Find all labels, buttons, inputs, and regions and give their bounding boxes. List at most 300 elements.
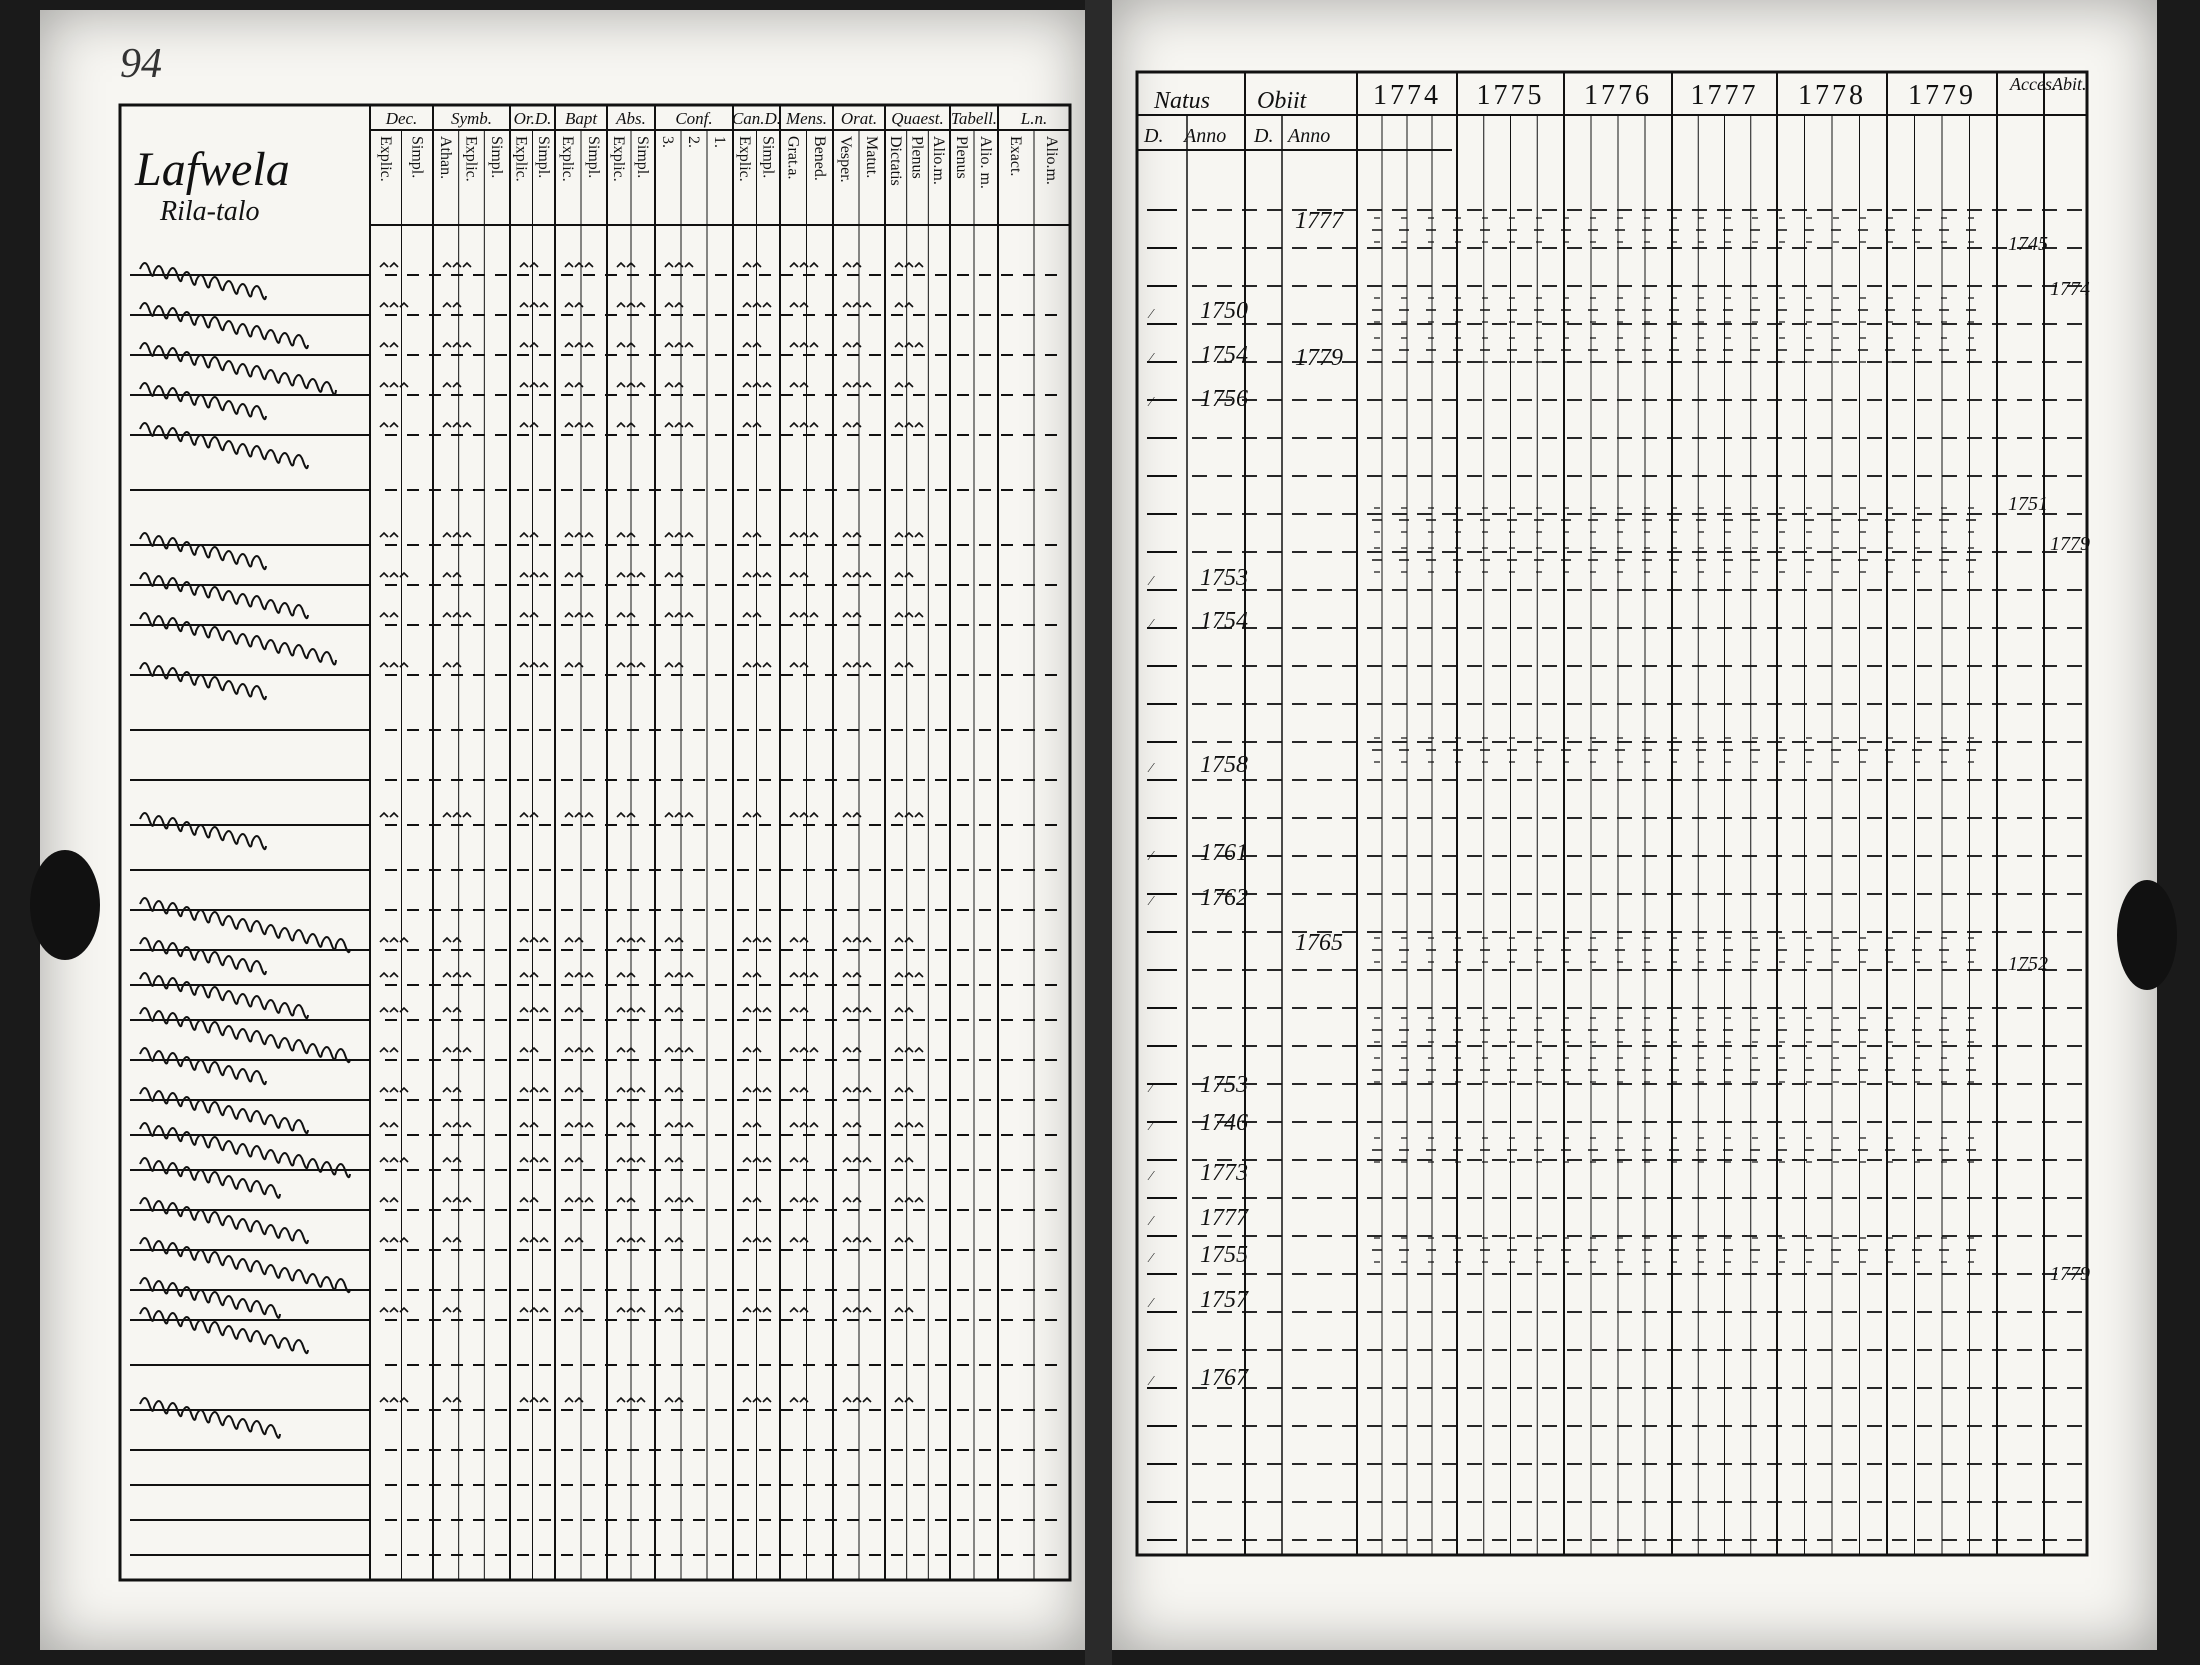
- handwritten-name: [140, 533, 266, 569]
- tick-mark: [443, 263, 451, 267]
- tick-mark: [585, 533, 593, 537]
- tick-mark: [675, 423, 683, 427]
- tick-mark: [790, 1088, 798, 1092]
- tick-mark: [743, 1048, 751, 1052]
- tick-mark: [565, 1158, 573, 1162]
- tick-mark: [390, 1123, 398, 1127]
- column-header-3: Or.D.: [513, 109, 552, 128]
- tick-mark: [863, 1238, 871, 1242]
- birth-year: 1753: [1200, 1072, 1248, 1098]
- tick-mark: [790, 1008, 798, 1012]
- tick-mark: [617, 1048, 625, 1052]
- column-subheader: Bened.: [810, 136, 828, 181]
- tick-mark: [575, 1048, 583, 1052]
- handwritten-name: [140, 973, 308, 1018]
- tick-mark: [453, 1123, 461, 1127]
- tick-mark: [743, 343, 751, 347]
- tick-mark: [520, 303, 528, 307]
- tick-mark: [565, 1048, 573, 1052]
- tick-mark: [675, 663, 683, 667]
- tick-mark: [443, 1088, 451, 1092]
- birth-day-fraction: ⁄: [1150, 849, 1153, 864]
- handwritten-name: [140, 663, 266, 699]
- tick-mark: [443, 1048, 451, 1052]
- tick-mark: [863, 303, 871, 307]
- tick-mark: [617, 1198, 625, 1202]
- tick-mark: [743, 1238, 751, 1242]
- tick-mark: [575, 1123, 583, 1127]
- tick-mark: [617, 613, 625, 617]
- departure-year: 1779: [2050, 533, 2090, 555]
- birth-day-fraction: ⁄: [1150, 307, 1153, 322]
- tick-mark: [565, 663, 573, 667]
- tick-mark: [530, 263, 538, 267]
- birth-day-fraction: ⁄: [1150, 894, 1153, 909]
- right-page: [1112, 0, 2157, 1650]
- tick-mark: [617, 1088, 625, 1092]
- tick-mark: [810, 1198, 818, 1202]
- tick-mark: [637, 938, 645, 942]
- tick-mark: [665, 613, 673, 617]
- tick-mark: [380, 1238, 388, 1242]
- tick-mark: [665, 813, 673, 817]
- tick-mark: [443, 383, 451, 387]
- tick-mark: [443, 423, 451, 427]
- column-subheader: Simpl.: [534, 136, 552, 179]
- tick-mark: [530, 1048, 538, 1052]
- tick-mark: [565, 423, 573, 427]
- tick-mark: [843, 1158, 851, 1162]
- tick-mark: [675, 1048, 683, 1052]
- tick-mark: [520, 573, 528, 577]
- column-subheader: 2.: [685, 136, 702, 148]
- catechism-marks: [380, 263, 923, 1402]
- tick-mark: [763, 1088, 771, 1092]
- tick-mark: [443, 533, 451, 537]
- tick-mark: [520, 1198, 528, 1202]
- tick-mark: [617, 533, 625, 537]
- tick-mark: [843, 938, 851, 942]
- tick-mark: [853, 1088, 861, 1092]
- tick-mark: [763, 1008, 771, 1012]
- tick-mark: [530, 1088, 538, 1092]
- tick-mark: [665, 938, 673, 942]
- tick-mark: [743, 533, 751, 537]
- tick-mark: [390, 1158, 398, 1162]
- tick-mark: [575, 1398, 583, 1402]
- tick-mark: [895, 1048, 903, 1052]
- column-subheader: Simpl.: [488, 136, 506, 179]
- tick-mark: [453, 1088, 461, 1092]
- tick-mark: [685, 973, 693, 977]
- tick-mark: [685, 613, 693, 617]
- year-header-6: 1779: [1908, 80, 1976, 111]
- death-year-entries: [1295, 208, 1344, 956]
- tick-mark: [675, 383, 683, 387]
- tick-mark: [675, 533, 683, 537]
- tick-mark: [895, 303, 903, 307]
- tick-mark: [530, 1398, 538, 1402]
- tick-mark: [585, 813, 593, 817]
- tick-mark: [743, 613, 751, 617]
- tick-mark: [810, 613, 818, 617]
- tick-mark: [665, 303, 673, 307]
- tick-mark: [843, 303, 851, 307]
- tick-mark: [575, 813, 583, 817]
- tick-mark: [380, 1088, 388, 1092]
- tick-mark: [530, 1123, 538, 1127]
- birth-year: 1750: [1200, 298, 1248, 324]
- column-subheader: Simpl.: [408, 136, 426, 179]
- tick-mark: [617, 383, 625, 387]
- departure-year: 1779: [2050, 1263, 2090, 1285]
- tick-mark: [575, 1088, 583, 1092]
- tick-mark: [863, 1158, 871, 1162]
- tick-mark: [665, 343, 673, 347]
- birth-day-fraction: ⁄: [1150, 1081, 1153, 1096]
- tick-mark: [685, 1198, 693, 1202]
- tick-mark: [810, 263, 818, 267]
- tick-mark: [565, 343, 573, 347]
- tick-mark: [763, 1398, 771, 1402]
- year-header-1: 1774: [1373, 80, 1441, 111]
- tick-mark: [540, 1158, 548, 1162]
- tick-mark: [390, 1238, 398, 1242]
- handwritten-name: [140, 813, 266, 849]
- tick-mark: [790, 663, 798, 667]
- tick-mark: [853, 1238, 861, 1242]
- tick-mark: [790, 1398, 798, 1402]
- tick-mark: [853, 263, 861, 267]
- tick-mark: [790, 1123, 798, 1127]
- tick-mark: [540, 383, 548, 387]
- tick-mark: [380, 813, 388, 817]
- tick-mark: [565, 1398, 573, 1402]
- tick-mark: [790, 938, 798, 942]
- tick-mark: [520, 613, 528, 617]
- tick-mark: [520, 1088, 528, 1092]
- tick-mark: [540, 1238, 548, 1242]
- tick-mark: [380, 1158, 388, 1162]
- tick-mark: [685, 263, 693, 267]
- tick-mark: [843, 1238, 851, 1242]
- tick-mark: [463, 533, 471, 537]
- tick-mark: [453, 813, 461, 817]
- tick-mark: [540, 1088, 548, 1092]
- tick-mark: [390, 423, 398, 427]
- obiit-header: Obiit: [1257, 88, 1307, 114]
- right-table-frame: [1137, 72, 2087, 1555]
- tick-mark: [853, 1198, 861, 1202]
- tick-mark: [380, 1123, 388, 1127]
- tick-mark: [895, 663, 903, 667]
- tick-mark: [853, 303, 861, 307]
- tick-mark: [380, 613, 388, 617]
- tick-mark: [675, 263, 683, 267]
- tick-mark: [853, 973, 861, 977]
- birth-day-fraction: ⁄: [1150, 1169, 1153, 1184]
- birth-year: 1756: [1200, 386, 1248, 412]
- tick-mark: [380, 263, 388, 267]
- tick-mark: [915, 1198, 923, 1202]
- tick-mark: [843, 573, 851, 577]
- accession-year: 1751: [2008, 493, 2048, 515]
- column-subheader: Explic.: [376, 136, 394, 182]
- birth-day-fraction: ⁄: [1150, 1214, 1153, 1229]
- birth-year: 1754: [1200, 608, 1248, 634]
- tick-mark: [380, 423, 388, 427]
- handwritten-name: [140, 1158, 280, 1198]
- tick-mark: [675, 1398, 683, 1402]
- column-subheader: Grat.a.: [784, 136, 802, 180]
- tick-mark: [575, 1308, 583, 1312]
- tick-mark: [520, 663, 528, 667]
- tick-mark: [565, 573, 573, 577]
- tick-mark: [675, 1008, 683, 1012]
- tick-mark: [685, 1048, 693, 1052]
- tick-mark: [743, 663, 751, 667]
- tick-mark: [453, 303, 461, 307]
- death-year: 1765: [1295, 930, 1343, 956]
- tick-mark: [463, 613, 471, 617]
- tick-mark: [540, 663, 548, 667]
- column-subheader: Explic.: [735, 136, 753, 182]
- tick-mark: [915, 973, 923, 977]
- tick-mark: [895, 1398, 903, 1402]
- tick-mark: [810, 1048, 818, 1052]
- tick-mark: [895, 1123, 903, 1127]
- year-header-5: 1778: [1798, 80, 1866, 111]
- tick-mark: [853, 343, 861, 347]
- handwritten-name: [140, 573, 308, 618]
- tick-mark: [895, 973, 903, 977]
- handwritten-name: [140, 1398, 280, 1438]
- abiit-header: Abit.: [2052, 74, 2087, 94]
- tick-mark: [530, 573, 538, 577]
- tick-mark: [853, 1008, 861, 1012]
- tick-mark: [863, 1398, 871, 1402]
- tick-mark: [453, 1198, 461, 1202]
- tick-mark: [843, 383, 851, 387]
- tick-mark: [565, 303, 573, 307]
- tick-mark: [863, 1008, 871, 1012]
- accession-entries: [2008, 233, 2048, 975]
- tick-mark: [453, 973, 461, 977]
- tick-mark: [575, 973, 583, 977]
- tick-mark: [575, 533, 583, 537]
- tick-mark: [790, 1308, 798, 1312]
- tick-mark: [843, 263, 851, 267]
- handwritten-name: [140, 303, 308, 348]
- tick-mark: [575, 663, 583, 667]
- tick-mark: [617, 263, 625, 267]
- tick-mark: [565, 1198, 573, 1202]
- tick-mark: [915, 423, 923, 427]
- tick-mark: [895, 1238, 903, 1242]
- tick-mark: [790, 263, 798, 267]
- tick-mark: [743, 1008, 751, 1012]
- handwritten-name: [140, 1198, 308, 1243]
- birth-year: 1746: [1200, 1110, 1248, 1136]
- tick-mark: [617, 343, 625, 347]
- obiit-year-header: Anno: [1288, 125, 1331, 147]
- tick-mark: [575, 343, 583, 347]
- obiit-day-header: D.: [1254, 125, 1274, 147]
- tick-mark: [443, 613, 451, 617]
- accession-year: 1752: [2008, 953, 2048, 975]
- handwritten-name: [140, 938, 266, 974]
- tick-mark: [565, 1308, 573, 1312]
- tick-mark: [453, 263, 461, 267]
- tick-mark: [665, 1308, 673, 1312]
- left-column-lines: [370, 105, 1070, 1580]
- tick-mark: [380, 303, 388, 307]
- tick-mark: [565, 533, 573, 537]
- tick-mark: [810, 533, 818, 537]
- column-subheader: Explic.: [610, 136, 627, 182]
- tick-mark: [853, 1308, 861, 1312]
- tick-mark: [380, 938, 388, 942]
- tick-mark: [585, 423, 593, 427]
- tick-mark: [637, 1008, 645, 1012]
- column-subheader: Exact.: [1007, 136, 1024, 177]
- tick-mark: [520, 938, 528, 942]
- tick-mark: [453, 1048, 461, 1052]
- tick-mark: [863, 1308, 871, 1312]
- birth-day-fraction: ⁄: [1150, 761, 1153, 776]
- birth-year-entries: [1147, 298, 1249, 1391]
- tick-mark: [675, 1198, 683, 1202]
- tick-mark: [575, 1238, 583, 1242]
- tick-mark: [685, 343, 693, 347]
- column-subheader: Explic.: [462, 136, 480, 182]
- tick-mark: [453, 613, 461, 617]
- tick-mark: [895, 813, 903, 817]
- left-page: [40, 10, 1085, 1650]
- tick-mark: [540, 303, 548, 307]
- birth-year: 1755: [1200, 1242, 1248, 1268]
- tick-mark: [843, 813, 851, 817]
- tick-mark: [463, 813, 471, 817]
- tick-mark: [585, 343, 593, 347]
- tick-mark: [453, 423, 461, 427]
- birth-day-fraction: ⁄: [1150, 1374, 1153, 1389]
- tick-mark: [853, 938, 861, 942]
- birth-year: 1777: [1200, 1205, 1248, 1231]
- handwritten-name: [140, 263, 266, 299]
- column-subheader: Matut.: [863, 136, 880, 179]
- birth-year: 1754: [1200, 342, 1248, 368]
- column-header-4: Bapt: [564, 109, 598, 128]
- tick-mark: [637, 303, 645, 307]
- tick-mark: [463, 1123, 471, 1127]
- resident-name-entries: [140, 263, 350, 1438]
- tick-mark: [617, 1123, 625, 1127]
- tick-mark: [390, 663, 398, 667]
- tick-mark: [390, 533, 398, 537]
- tick-mark: [520, 1123, 528, 1127]
- tick-mark: [637, 1158, 645, 1162]
- tick-mark: [843, 423, 851, 427]
- tick-mark: [790, 303, 798, 307]
- handwritten-name: [140, 1048, 266, 1084]
- tick-mark: [617, 303, 625, 307]
- tick-mark: [520, 1048, 528, 1052]
- tick-mark: [843, 973, 851, 977]
- tick-mark: [685, 813, 693, 817]
- tick-mark: [617, 973, 625, 977]
- year-header-4: 1777: [1690, 80, 1759, 111]
- tick-mark: [675, 303, 683, 307]
- tick-mark: [520, 343, 528, 347]
- tick-mark: [675, 938, 683, 942]
- tick-mark: [453, 1008, 461, 1012]
- tick-mark: [675, 1088, 683, 1092]
- tick-mark: [565, 1008, 573, 1012]
- tick-mark: [743, 1158, 751, 1162]
- tick-mark: [915, 263, 923, 267]
- tick-mark: [665, 573, 673, 577]
- column-subheader: Plenus: [908, 136, 926, 179]
- tick-mark: [853, 423, 861, 427]
- column-subheader: Explic.: [512, 136, 530, 182]
- tick-mark: [575, 1198, 583, 1202]
- tick-mark: [617, 1308, 625, 1312]
- annual-examination-marks: [1372, 218, 1976, 1262]
- village-title: Lafwela: [135, 143, 290, 196]
- tick-mark: [530, 813, 538, 817]
- birth-day-fraction: ⁄: [1150, 351, 1153, 366]
- tick-mark: [665, 1398, 673, 1402]
- tick-mark: [453, 1238, 461, 1242]
- tick-mark: [463, 263, 471, 267]
- tick-mark: [853, 1048, 861, 1052]
- tick-mark: [380, 573, 388, 577]
- tick-mark: [380, 343, 388, 347]
- tick-mark: [565, 263, 573, 267]
- tick-mark: [675, 1308, 683, 1312]
- tick-mark: [443, 973, 451, 977]
- column-subheader: Simpl.: [759, 136, 777, 179]
- death-year: 1779: [1295, 345, 1343, 371]
- tick-mark: [665, 423, 673, 427]
- tick-mark: [675, 573, 683, 577]
- birth-day-fraction: ⁄: [1150, 395, 1153, 410]
- tick-mark: [575, 303, 583, 307]
- tick-mark: [565, 813, 573, 817]
- tick-mark: [443, 1308, 451, 1312]
- tick-mark: [617, 1008, 625, 1012]
- tick-mark: [915, 1048, 923, 1052]
- birth-year: 1767: [1200, 1365, 1248, 1391]
- tick-mark: [530, 663, 538, 667]
- column-header-9: Orat.: [840, 109, 878, 128]
- tick-mark: [665, 1198, 673, 1202]
- tick-mark: [380, 1198, 388, 1202]
- tick-mark: [895, 1088, 903, 1092]
- tick-mark: [843, 1008, 851, 1012]
- tick-mark: [853, 1123, 861, 1127]
- tick-mark: [790, 1158, 798, 1162]
- tick-mark: [853, 533, 861, 537]
- tick-mark: [380, 1398, 388, 1402]
- tick-mark: [540, 573, 548, 577]
- tick-mark: [895, 613, 903, 617]
- birth-year: 1761: [1200, 840, 1248, 866]
- tick-mark: [743, 383, 751, 387]
- tick-mark: [380, 383, 388, 387]
- tick-mark: [617, 813, 625, 817]
